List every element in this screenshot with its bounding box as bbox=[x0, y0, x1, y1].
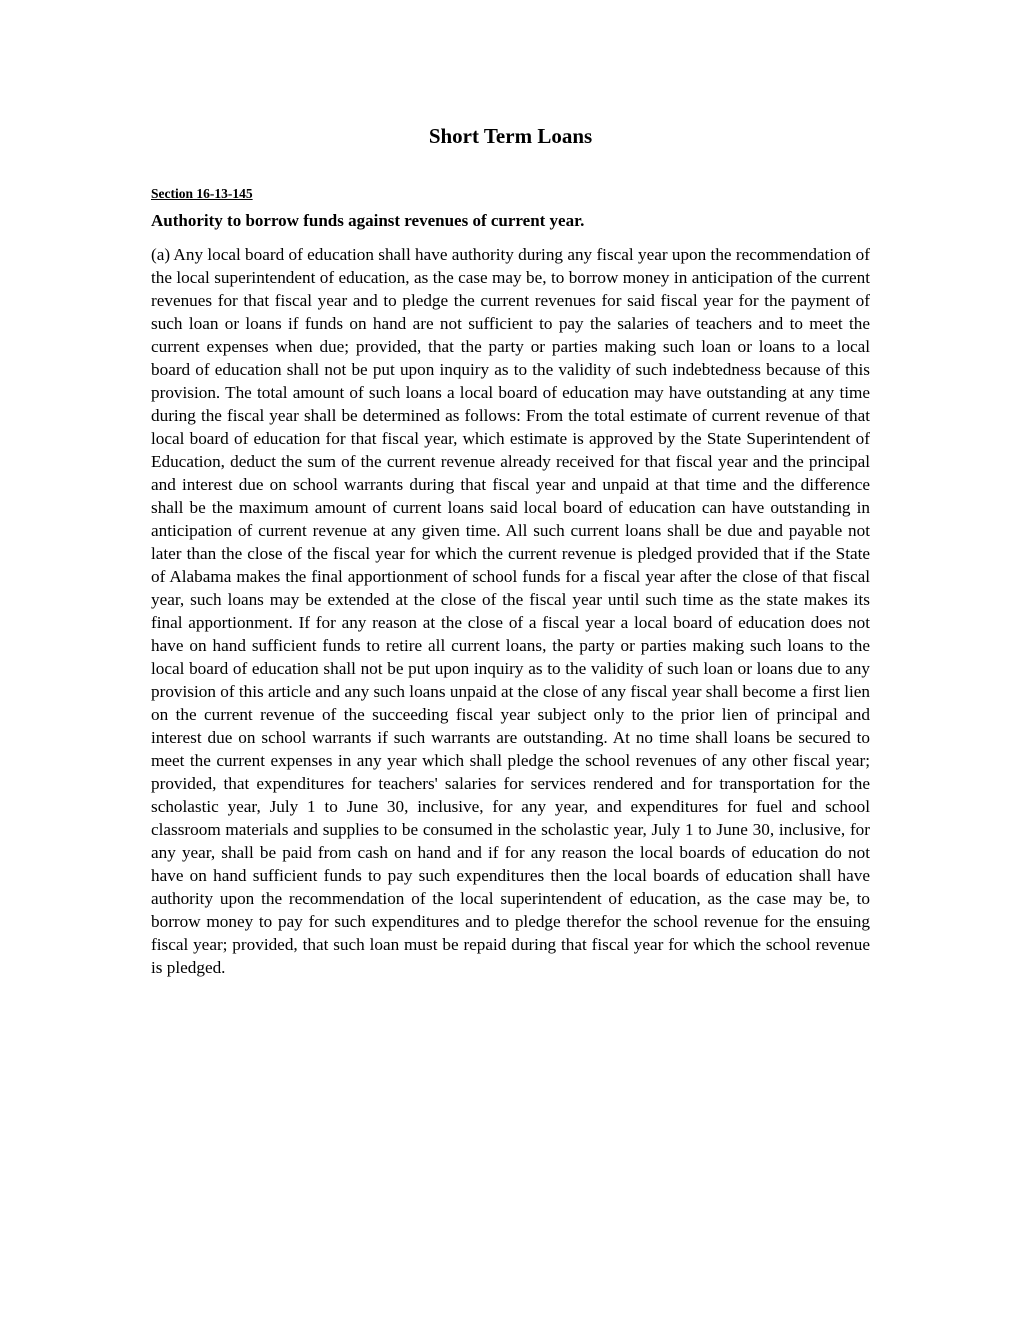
page-title: Short Term Loans bbox=[428, 124, 593, 148]
section-number-link[interactable]: Section 16-13-145 bbox=[151, 186, 253, 201]
section-body-text: (a) Any local board of education shall have authority during any fiscal year upon the recommendation of the local superintendent of education, as the case may be, to borrow money in anticipation of the current revenues for that fiscal year and to pledge the current revenues for said fiscal year for the payment of such loan or loans if funds on hand are not sufficient to pay the salaries of teachers and to meet the current expenses when due; provided, that the party or parties making such loan or loans to a local board of education shall not be put upon inquiry as to the validity of such indebtedness because of this provision. The total amount of such loans a local board of education may have outstanding at any time during the fiscal year shall be determined as follows: From the total estimate of current revenue of that local board of education for that fiscal year, which estimate is approved by the State Superintendent of Education, deduct the sum of the current revenue already received for that fiscal year and the principal and interest due on school warrants during that fiscal year and unpaid at that time and the difference shall be the maximum amount of current loans said local board of education can have outstanding in anticipation of current revenue at any given time. All such current loans shall be due and payable not later than the close of the fiscal year for which the current revenue is pledged provided that if the State of Alabama makes the final apportionment of school funds for a fiscal year after the close of that fiscal year, such loans may be extended at the close of the fiscal year until such time as the state makes its final apportionment. If for any reason at the close of a fiscal year a local board of education does not have on hand sufficient funds to retire all current loans, the party or parties making such loans to the local board of education shall not be put upon inquiry as to the validity of such loan or loans due to any provision of this article and any such loans unpaid at the close of any fiscal year shall become a first lien on the current revenue of the succeeding fiscal year subject only to the prior lien of principal and interest due on school warrants if such warrants are outstanding. At no time shall loans be secured to meet the current expenses in any year which shall pledge the school revenues of any other fiscal year; provided, that expenditures for teachers' salaries for services rendered and for transportation for the scholastic year, July 1 to June 30, inclusive, for any year, and expenditures for fuel and school classroom materials and supplies to be consumed in the scholastic year, July 1 to June 30, inclusive, for any year, shall be paid from cash on hand and if for any reason the local boards of education do not have on hand sufficient funds to pay such expenditures then the local boards of education shall have authority upon the recommendation of the local superintendent of education, as the case may be, to borrow money to pay for such expenditures and to pledge therefor the school revenue for the ensuing fiscal year; provided, that such loan must be repaid during that fiscal year for which the school revenue is pledged. bbox=[151, 245, 870, 977]
section-heading: Authority to borrow funds against revenues of current year. bbox=[151, 211, 585, 230]
